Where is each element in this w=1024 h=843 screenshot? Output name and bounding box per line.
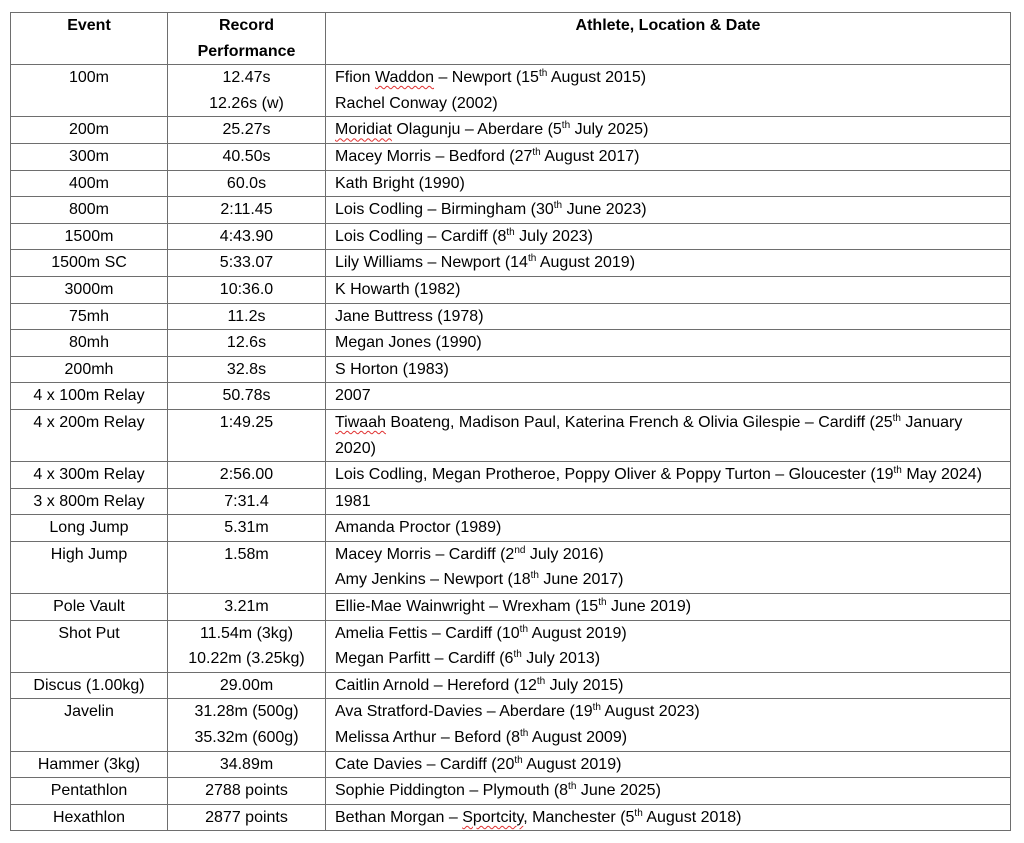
table-row [11, 356, 1011, 383]
event-cell: 300m [11, 143, 168, 170]
performance-value: 3.21m [224, 598, 269, 616]
performance-value: 2:56.00 [219, 466, 274, 484]
athlete-cell [326, 620, 1011, 672]
athlete-text: 2007 [335, 387, 371, 405]
athlete-text: July 2015) [545, 676, 624, 694]
athlete-cell [326, 804, 1011, 831]
ordinal-suffix: th [553, 200, 563, 212]
table-row [11, 672, 1011, 699]
ordinal-suffix: th [561, 120, 571, 132]
header-text: Performance [197, 42, 296, 60]
athlete-text: Ffion [335, 69, 376, 87]
athlete-text: June 2025) [576, 782, 661, 800]
athlete-text: Megan Jones (1990) [335, 334, 482, 352]
event-cell: 200m [11, 117, 168, 144]
performance-cell [168, 276, 326, 303]
athlete-cell [326, 778, 1011, 805]
table-row [11, 409, 1011, 461]
event-cell: High Jump [11, 541, 168, 593]
event-cell: 3 x 800m Relay [11, 488, 168, 515]
performance-cell [168, 65, 326, 117]
athlete-entry [335, 778, 1002, 804]
athlete-entry [335, 725, 1002, 751]
event-cell: 4 x 100m Relay [11, 383, 168, 410]
athlete-text: August 2015) [547, 69, 647, 87]
performance-cell [168, 804, 326, 831]
performance-value: 60.0s [226, 174, 267, 192]
header-text: Record [218, 17, 275, 34]
athlete-text: June 2019) [606, 598, 692, 616]
performance-cell [168, 170, 326, 197]
event-cell: 800m [11, 197, 168, 224]
athlete-text: Lily Williams – Newport (14 [335, 254, 528, 272]
ordinal-suffix: th [536, 675, 546, 687]
performance-value: 2877 points [205, 808, 288, 826]
table-row [11, 65, 1011, 117]
athlete-entry [335, 224, 1002, 250]
athlete-entry [335, 144, 1002, 170]
ordinal-suffix: th [592, 702, 601, 714]
athlete-text: July 2013) [521, 650, 601, 668]
performance-cell [168, 751, 326, 778]
performance-value: 5:33.07 [219, 254, 274, 272]
performance-value: 10:36.0 [219, 280, 274, 298]
athlete-entry [335, 489, 1002, 515]
athlete-text: Olagunju – Aberdare (5 [391, 121, 562, 139]
athlete-text: Macey Morris – Bedford (27 [335, 147, 533, 165]
table-row [11, 778, 1011, 805]
ordinal-suffix: th [893, 465, 902, 477]
event-cell: Javelin [11, 699, 168, 751]
table-row [11, 462, 1011, 489]
athlete-text: July 2023) [514, 227, 593, 245]
athlete-cell [326, 303, 1011, 330]
table-row [11, 330, 1011, 357]
table-row [11, 276, 1011, 303]
performance-cell [168, 778, 326, 805]
records-table [10, 12, 1011, 831]
ordinal-suffix: th [513, 649, 522, 661]
event-cell: 400m [11, 170, 168, 197]
athlete-cell [326, 594, 1011, 621]
athlete-text: August 2019) [528, 624, 627, 642]
event-cell: Hammer (3kg) [11, 751, 168, 778]
performance-cell [168, 409, 326, 461]
performance-value: 12.6s [226, 334, 267, 352]
athlete-entry [335, 383, 1002, 409]
performance-cell [168, 250, 326, 277]
performance-value: 32.8s [226, 360, 267, 378]
header-text: Event [67, 17, 111, 34]
performance-value: 25.27s [222, 121, 271, 139]
event-cell: 100m [11, 65, 168, 117]
athlete-text: Bethan Morgan – [335, 808, 463, 826]
athlete-cell [326, 197, 1011, 224]
athlete-text: Macey Morris – Cardiff (2 [335, 545, 515, 563]
table-row [11, 223, 1011, 250]
athlete-entry [335, 567, 1002, 593]
athlete-cell [326, 488, 1011, 515]
ordinal-suffix: th [514, 754, 523, 766]
ordinal-suffix: th [892, 412, 901, 424]
performance-cell [168, 383, 326, 410]
performance-value: 12.47s [222, 69, 271, 87]
ordinal-suffix: th [506, 226, 515, 238]
performance-cell [168, 330, 326, 357]
athlete-entry [335, 699, 1002, 725]
athlete-entry [335, 330, 1002, 356]
event-cell: 75mh [11, 303, 168, 330]
athlete-text: Boateng, Madison Paul, Katerina French & Olivia Gilespie – Cardiff (25 [385, 413, 893, 431]
athlete-text: August 2019) [522, 755, 622, 773]
table-row [11, 751, 1011, 778]
athlete-entry [335, 621, 1002, 647]
athlete-cell [326, 143, 1011, 170]
athlete-cell [326, 383, 1011, 410]
athlete-text: Ava Stratford-Davies – Aberdare (19 [335, 703, 593, 721]
event-cell: 200mh [11, 356, 168, 383]
performance-cell [168, 699, 326, 751]
athlete-text: July 2025) [570, 121, 649, 139]
ordinal-suffix: th [527, 253, 537, 265]
table-row [11, 699, 1011, 751]
table-row [11, 594, 1011, 621]
event-cell: 1500m [11, 223, 168, 250]
performance-cell [168, 541, 326, 593]
athlete-entry [335, 117, 1002, 143]
performance-value: 31.28m (500g) [194, 703, 299, 721]
athlete-text: Cate Davies – Cardiff (20 [335, 755, 515, 773]
athlete-entry [335, 515, 1002, 541]
event-cell: 4 x 300m Relay [11, 462, 168, 489]
athlete-text: , Manchester (5 [523, 808, 635, 826]
performance-value: 1.58m [224, 545, 269, 563]
table-row [11, 620, 1011, 672]
athlete-text: June 2023) [562, 201, 647, 219]
performance-cell [168, 462, 326, 489]
table-header [11, 13, 1011, 65]
spellcheck-flagged-word: Sportcity [462, 808, 524, 826]
athlete-cell [326, 65, 1011, 117]
athlete-text: Lois Codling – Birmingham (30 [335, 201, 554, 219]
event-cell: Pole Vault [11, 594, 168, 621]
table-row [11, 488, 1011, 515]
performance-cell [168, 117, 326, 144]
athlete-cell [326, 223, 1011, 250]
athlete-entry [335, 65, 1002, 91]
athlete-text: June 2017) [538, 571, 624, 589]
athlete-text: Megan Parfitt – Cardiff (6 [335, 650, 514, 668]
event-cell: 4 x 200m Relay [11, 409, 168, 461]
table-row [11, 170, 1011, 197]
event-cell: Shot Put [11, 620, 168, 672]
performance-value: 2:11.45 [220, 201, 273, 219]
athlete-cell [326, 672, 1011, 699]
athlete-cell [326, 117, 1011, 144]
athlete-entry [335, 594, 1002, 620]
ordinal-suffix: th [519, 623, 529, 635]
athlete-text: K Howarth (1982) [335, 280, 461, 298]
athlete-entry [335, 304, 1002, 330]
athlete-entry [335, 277, 1002, 303]
athlete-entry [335, 646, 1002, 672]
table-row [11, 804, 1011, 831]
athlete-cell [326, 462, 1011, 489]
ordinal-suffix: th [598, 597, 607, 609]
event-cell: 80mh [11, 330, 168, 357]
athlete-cell [326, 330, 1011, 357]
athlete-text: Jane Buttress (1978) [335, 307, 484, 325]
header-row [11, 13, 1011, 65]
header-text: Athlete, Location & Date [575, 17, 761, 34]
performance-cell [168, 303, 326, 330]
athlete-cell [326, 276, 1011, 303]
athlete-text: August 2009) [528, 729, 628, 747]
athlete-text: August 2019) [536, 254, 636, 272]
event-cell: Hexathlon [11, 804, 168, 831]
athlete-cell [326, 170, 1011, 197]
performance-cell [168, 620, 326, 672]
athlete-text: January 2020) [335, 413, 963, 457]
event-cell: Pentathlon [11, 778, 168, 805]
athlete-text: August 2017) [540, 147, 640, 165]
performance-value: 4:43.90 [219, 227, 274, 245]
performance-value: 5.31m [224, 519, 269, 537]
athlete-cell [326, 751, 1011, 778]
athlete-entry [335, 91, 1002, 117]
athlete-text: August 2018) [642, 808, 742, 826]
performance-value: 29.00m [219, 676, 274, 694]
athlete-text: Lois Codling, Megan Protheroe, Poppy Oliver & Poppy Turton – Gloucester (19 [335, 466, 894, 484]
performance-value: 7:31.4 [224, 492, 269, 510]
ordinal-suffix: th [519, 728, 529, 740]
athlete-cell [326, 409, 1011, 461]
athlete-text: Caitlin Arnold – Hereford (12 [335, 676, 537, 694]
athlete-entry [335, 250, 1002, 276]
table-row [11, 250, 1011, 277]
athlete-text: Amanda Proctor (1989) [335, 519, 502, 537]
athlete-text: 1981 [335, 492, 371, 510]
performance-value: 11.54m (3kg) [199, 624, 294, 642]
table-body [11, 65, 1011, 831]
athlete-entry [335, 357, 1002, 383]
athlete-text: Kath Bright (1990) [335, 174, 465, 192]
athlete-cell [326, 356, 1011, 383]
performance-value: 10.22m (3.25kg) [188, 650, 305, 668]
ordinal-suffix: th [530, 570, 539, 582]
ordinal-suffix: th [568, 781, 577, 793]
performance-cell [168, 672, 326, 699]
event-cell: Discus (1.00kg) [11, 672, 168, 699]
athlete-text: Melissa Arthur – Beford (8 [335, 729, 520, 747]
event-cell: Long Jump [11, 515, 168, 542]
header-event [11, 13, 168, 65]
performance-cell [168, 515, 326, 542]
athlete-text: Ellie-Mae Wainwright – Wrexham (15 [335, 598, 599, 616]
performance-value: 34.89m [219, 755, 274, 773]
ordinal-suffix: th [538, 68, 548, 80]
athlete-entry [335, 673, 1002, 699]
athlete-cell [326, 250, 1011, 277]
athlete-entry [335, 752, 1002, 778]
spellcheck-flagged-word: Moridiat [335, 121, 392, 139]
athlete-text: – Newport (15 [434, 69, 539, 87]
table-row [11, 515, 1011, 542]
table-row [11, 143, 1011, 170]
athlete-text: Amy Jenkins – Newport (18 [335, 571, 531, 589]
event-cell: 1500m SC [11, 250, 168, 277]
athlete-entry [335, 171, 1002, 197]
performance-value: 1:49.25 [219, 413, 274, 431]
athlete-entry [335, 410, 1002, 461]
spellcheck-flagged-word: Tiwaah [335, 413, 386, 431]
athlete-text: Lois Codling – Cardiff (8 [335, 227, 507, 245]
athlete-entry [335, 542, 1002, 568]
athlete-cell [326, 541, 1011, 593]
performance-value: 40.50s [222, 147, 271, 165]
performance-value: 35.32m (600g) [194, 729, 299, 747]
athlete-text: July 2016) [525, 545, 604, 563]
athlete-text: S Horton (1983) [335, 360, 449, 378]
athlete-text: Amelia Fettis – Cardiff (10 [335, 624, 520, 642]
performance-cell [168, 223, 326, 250]
athlete-entry [335, 805, 1002, 831]
performance-cell [168, 488, 326, 515]
table-row [11, 541, 1011, 593]
athlete-text: May 2024) [901, 466, 982, 484]
performance-cell [168, 594, 326, 621]
table-row [11, 303, 1011, 330]
athlete-entry [335, 462, 1002, 488]
table-row [11, 117, 1011, 144]
performance-cell [168, 143, 326, 170]
performance-value: 12.26s (w) [209, 94, 284, 112]
athlete-text: August 2023) [600, 703, 700, 721]
spellcheck-flagged-word: Waddon [375, 69, 435, 87]
ordinal-suffix: nd [514, 544, 526, 556]
header-record-performance [168, 13, 326, 65]
athlete-entry [335, 197, 1002, 223]
athlete-text: Sophie Piddington – Plymouth (8 [335, 782, 569, 800]
event-cell: 3000m [11, 276, 168, 303]
performance-cell [168, 197, 326, 224]
performance-value: 2788 points [205, 782, 288, 800]
performance-value: 50.78s [222, 387, 271, 405]
ordinal-suffix: th [532, 146, 541, 158]
athlete-text: Rachel Conway (2002) [335, 94, 498, 112]
table-row [11, 383, 1011, 410]
table-row [11, 197, 1011, 224]
performance-cell [168, 356, 326, 383]
performance-value: 11.2s [227, 307, 266, 325]
athlete-cell [326, 515, 1011, 542]
ordinal-suffix: th [634, 807, 643, 819]
athlete-cell [326, 699, 1011, 751]
header-athlete-location-date [326, 13, 1011, 65]
